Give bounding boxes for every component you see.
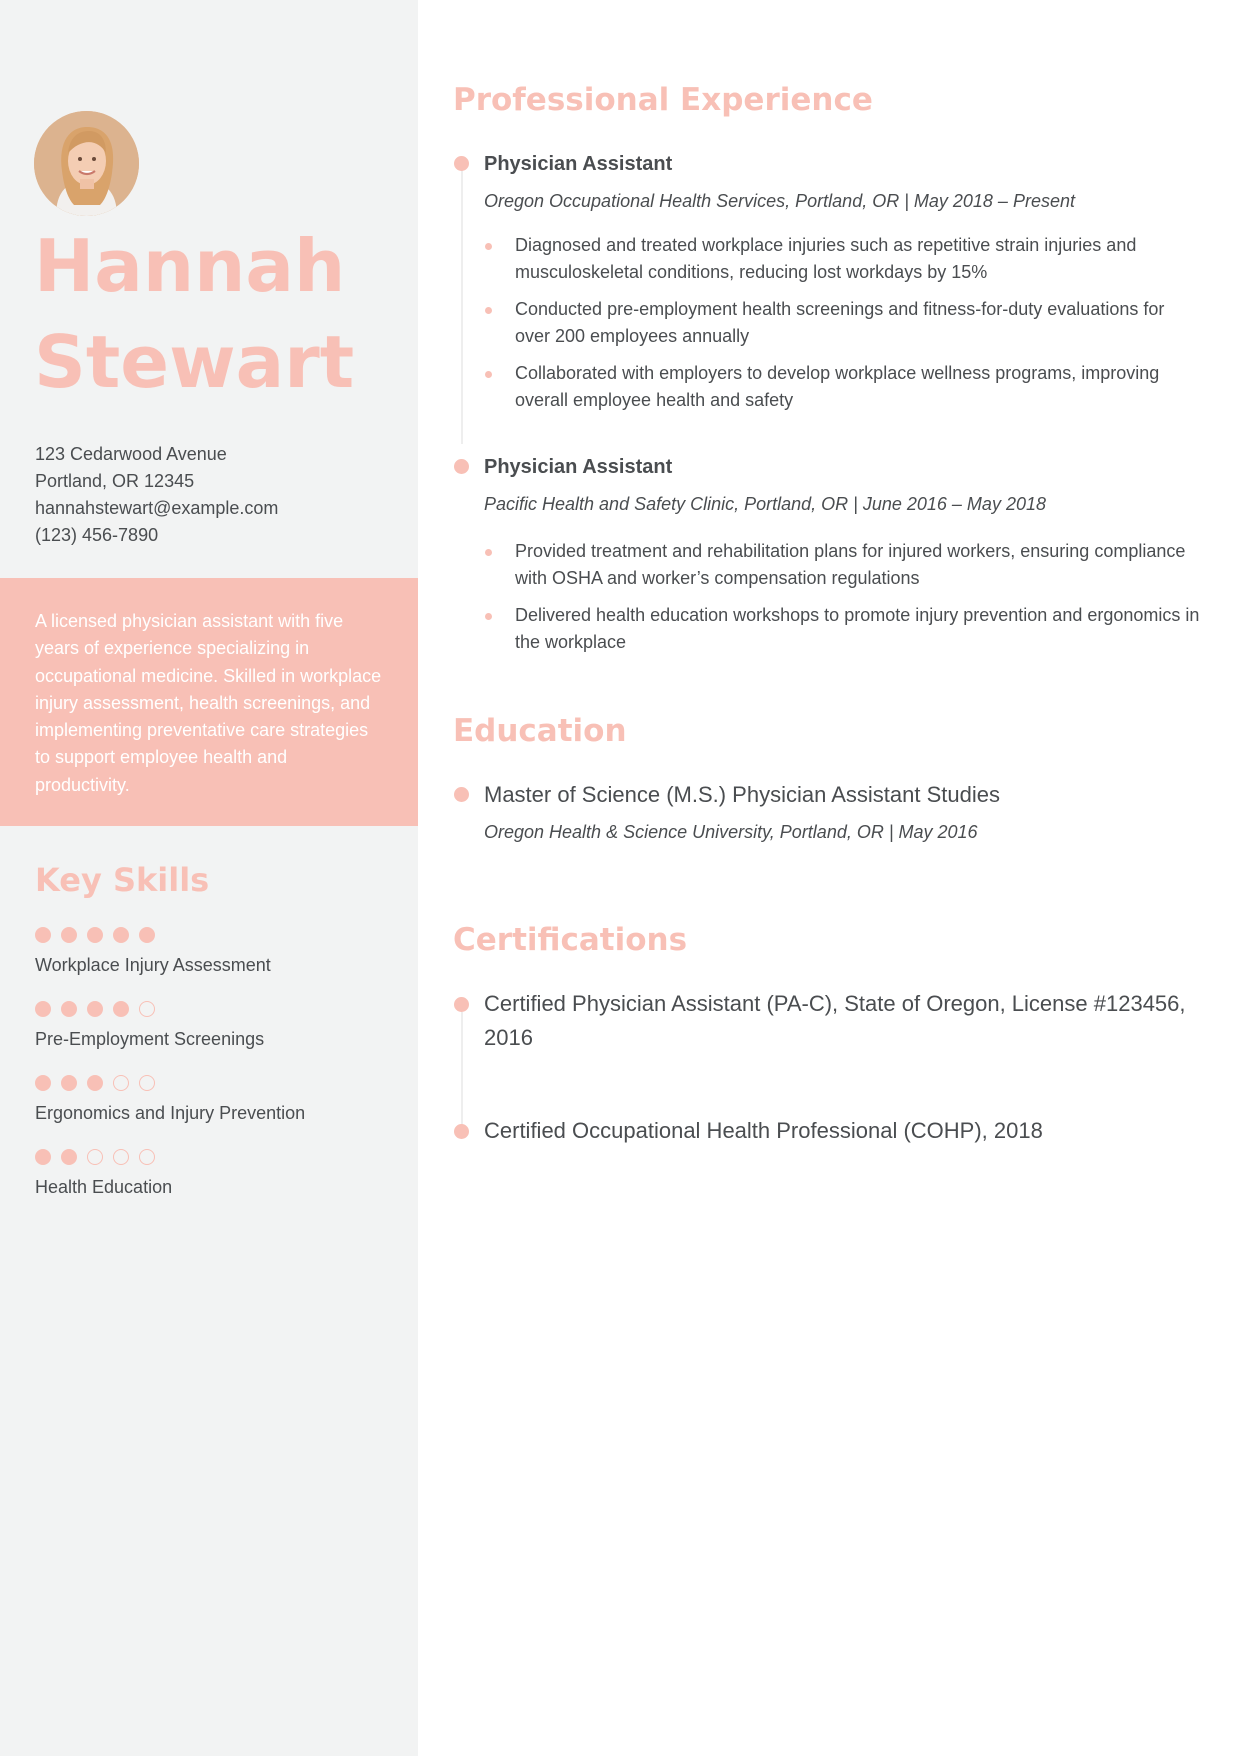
skill-label: Ergonomics and Injury Prevention	[35, 1103, 306, 1123]
rating-dot-filled	[113, 927, 129, 943]
rating-dot-filled	[61, 927, 77, 943]
rating-dot-empty	[113, 1075, 129, 1091]
portrait-photo	[34, 111, 139, 216]
job-title: Physician Assistant	[484, 456, 673, 478]
rating-dot-empty	[113, 1149, 129, 1165]
skill-item	[35, 1075, 395, 1149]
skill-item	[35, 1149, 395, 1223]
rating-dot-empty	[139, 1001, 155, 1017]
job-bullets	[484, 232, 1204, 424]
summary-text: A licensed physician assistant with five years of experience specializing in occupational medicine. Skilled in workplace injury assessment, health screenings, and implementing preventative care strategies to support employee health and productivity.	[35, 611, 382, 795]
address-line-2: Portland, OR 12345	[35, 471, 195, 491]
rating-dot-filled	[61, 1149, 77, 1165]
rating-dot-filled	[35, 1075, 51, 1091]
job-meta: Oregon Occupational Health Services, Portland, OR | May 2018 – Present	[484, 191, 1075, 211]
rating-dot-empty	[139, 1075, 155, 1091]
job-bullets	[484, 538, 1204, 666]
timeline-dot	[454, 787, 469, 802]
last-name: Stewart	[34, 320, 355, 404]
education-heading: Education	[453, 713, 627, 749]
skill-rating	[35, 1075, 395, 1091]
degree-title: Master of Science (M.S.) Physician Assistant Studies	[484, 782, 1000, 807]
list-item: Delivered health education workshops to promote injury prevention and ergonomics in the workplace	[484, 602, 1204, 656]
skill-item	[35, 927, 395, 1001]
skill-label: Workplace Injury Assessment	[35, 955, 271, 975]
skills-heading: Key Skills	[35, 861, 210, 899]
skill-rating	[35, 1149, 395, 1165]
certification-item: Certified Physician Assistant (PA-C), State of Oregon, License #123456, 2016	[484, 991, 1186, 1050]
contact-info	[35, 441, 278, 549]
rating-dot-filled	[139, 927, 155, 943]
job-title: Physician Assistant	[484, 153, 673, 175]
skill-label: Health Education	[35, 1177, 173, 1197]
list-item: Conducted pre-employment health screenings and fitness-for-duty evaluations for over 200 employees annually	[484, 296, 1204, 350]
summary-band	[0, 578, 418, 826]
candidate-name	[34, 218, 354, 410]
phone: (123) 456-7890	[35, 525, 159, 545]
list-item: Provided treatment and rehabilitation plans for injured workers, ensuring compliance with OSHA and worker’s compensation regulations	[484, 538, 1204, 592]
list-item: Diagnosed and treated workplace injuries such as repetitive strain injuries and musculoskeletal conditions, reducing lost workdays by 15%	[484, 232, 1204, 286]
timeline-dot	[454, 459, 469, 474]
list-item: Collaborated with employers to develop workplace wellness programs, improving overall employee health and safety	[484, 360, 1204, 414]
address-line-1: 123 Cedarwood Avenue	[35, 444, 227, 464]
skill-item	[35, 1001, 395, 1075]
rating-dot-filled	[35, 1001, 51, 1017]
skill-label: Pre-Employment Screenings	[35, 1029, 265, 1049]
skills-list	[35, 927, 395, 1223]
rating-dot-filled	[61, 1075, 77, 1091]
rating-dot-filled	[35, 927, 51, 943]
timeline-dot	[454, 156, 469, 171]
timeline-dot	[454, 1124, 469, 1139]
skill-rating	[35, 927, 395, 943]
rating-dot-empty	[87, 1149, 103, 1165]
education-meta: Oregon Health & Science University, Portland, OR | May 2016	[484, 822, 978, 842]
sidebar	[0, 0, 418, 1756]
first-name: Hannah	[34, 224, 346, 308]
avatar	[34, 111, 139, 216]
rating-dot-filled	[61, 1001, 77, 1017]
rating-dot-filled	[113, 1001, 129, 1017]
certifications-heading: Certifications	[453, 922, 688, 958]
email[interactable]: hannahstewart@example.com	[35, 498, 279, 518]
skill-rating	[35, 1001, 395, 1017]
rating-dot-filled	[35, 1149, 51, 1165]
timeline-dot	[454, 997, 469, 1012]
certifications-timeline-line	[461, 1012, 463, 1132]
rating-dot-filled	[87, 1075, 103, 1091]
rating-dot-empty	[139, 1149, 155, 1165]
certification-item: Certified Occupational Health Professional (COHP), 2018	[484, 1118, 1043, 1143]
experience-timeline-line	[461, 164, 463, 444]
rating-dot-filled	[87, 927, 103, 943]
job-meta: Pacific Health and Safety Clinic, Portland, OR | June 2016 – May 2018	[484, 494, 1046, 514]
experience-heading: Professional Experience	[453, 82, 873, 118]
rating-dot-filled	[87, 1001, 103, 1017]
